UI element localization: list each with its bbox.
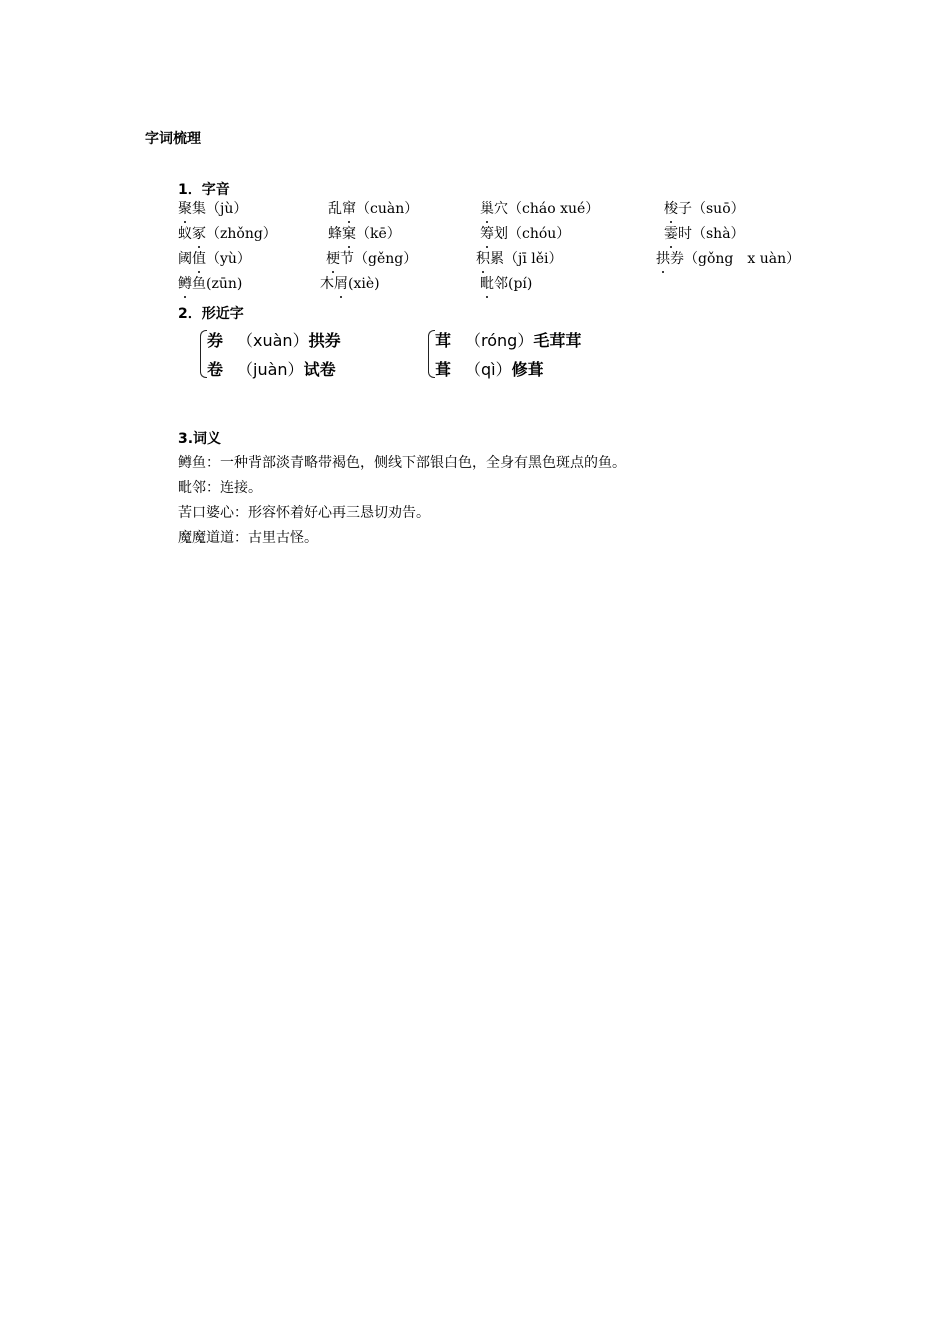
pronunciation-item: 木屑(xiè): [320, 276, 380, 292]
pronunciation-item: 拱券（gǒng x uàn）: [656, 251, 801, 267]
brace: [200, 330, 207, 378]
definition-line: 苦口婆心：形容怀着好心再三恳切劝告。: [178, 505, 430, 521]
pronunciation-item: 梭子（suō）: [664, 201, 745, 217]
pronunciation-item: 蜂窠（kē）: [328, 226, 401, 242]
pronunciation-item: 霎时（shà）: [664, 226, 745, 242]
pronunciation-item: 筹划（chóu）: [480, 226, 571, 242]
definition-line: 鳟鱼：一种背部淡青略带褐色，侧线下部银白色，全身有黑色斑点的鱼。: [178, 455, 626, 471]
definition-line: 魔魔道道：古里古怪。: [178, 530, 318, 546]
section-heading-pronunciation: 1．字音: [178, 182, 230, 198]
similar-char-row: 茸 （róng）毛茸茸: [435, 331, 582, 350]
pronunciation-item: 蚁冢（zhǒng）: [178, 226, 277, 242]
pronunciation-item: 聚集（jù）: [178, 201, 248, 217]
pronunciation-item: 积累（jī lěi）: [476, 251, 563, 267]
page-title: 字词梳理: [145, 131, 201, 147]
similar-char-row: 卷 （juàn）试卷: [207, 360, 336, 379]
similar-char-row: 葺 （qì）修葺: [435, 360, 544, 379]
pronunciation-item: 乱窜（cuàn）: [328, 201, 419, 217]
pronunciation-item: 梗节（gěng）: [326, 251, 418, 267]
pronunciation-item: 阈值（yù）: [178, 251, 251, 267]
pronunciation-item: 鳟鱼(zūn): [178, 276, 243, 292]
section-heading-similar-characters: 2．形近字: [178, 306, 244, 322]
pronunciation-item: 巢穴（cháo xué）: [480, 201, 600, 217]
similar-char-row: 券 （xuàn）拱券: [207, 331, 341, 350]
section-heading-meanings: 3.词义: [178, 431, 222, 447]
pronunciation-item: 毗邻(pí): [480, 276, 533, 292]
definition-line: 毗邻：连接。: [178, 480, 262, 496]
brace: [428, 330, 435, 378]
